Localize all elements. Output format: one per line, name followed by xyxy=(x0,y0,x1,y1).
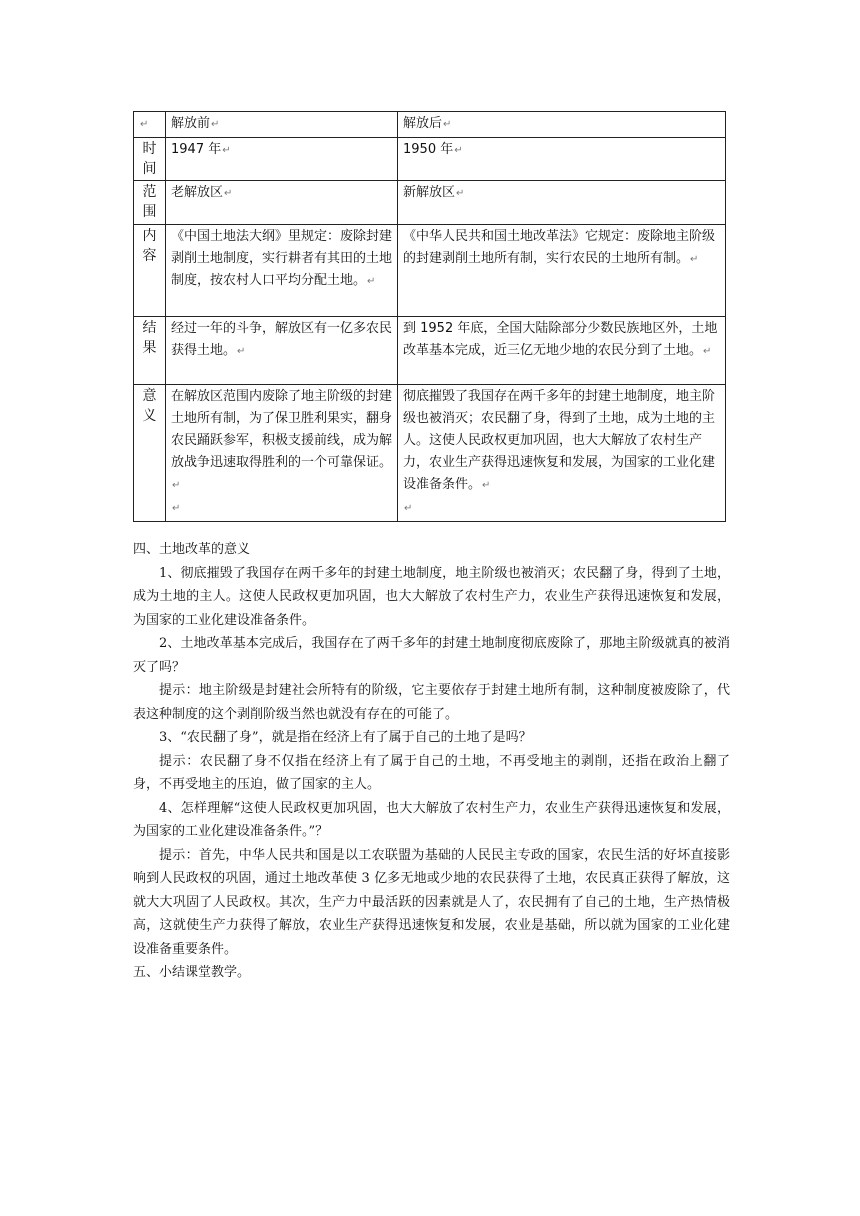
hint-3-paragraph: 提示：农民翻了身不仅指在经济上有了属于自己的土地，不再受地主的剥削，还指在政治上翻了身，不再受地主的压迫，做了国家的主人。 xyxy=(133,753,730,792)
table-row xyxy=(134,138,726,181)
question-4-paragraph: 4、怎样理解“这使人民政权更加巩固，也大大解放了农村生产力，农业生产获得迅速恢复和发展，为国家的工业化建设准备条件。”？ xyxy=(133,800,730,839)
question-2-paragraph: 2、土地改革基本完成后，我国存在了两千多年的封建土地制度彻底废除了，那地主阶级就真的被消灭了吗？ xyxy=(133,636,730,675)
cell-after: 《中华人民共和国土地改革法》它规定：废除地主阶级的封建剥削土地所有制，实行农民的土地所有制。↵ xyxy=(398,225,726,317)
hint-2-paragraph: 提示：地主阶级是封建社会所特有的阶级，它主要依存于封建土地所有制，这种制度被废除了，代表这种制度的这个剥削阶级当然也就没有存在的可能了。 xyxy=(133,683,730,722)
cell-after: 彻底摧毁了我国存在两千多年的封建土地制度，地主阶级也被消灭；农民翻了身，得到了土地，成为土地的主人。这使人民政权更加巩固，也大大解放了农村生产力，农业生产获得迅速恢复和发展，为国家的工业化建设准备条件。↵ ↵ xyxy=(398,385,726,522)
table-row xyxy=(134,385,726,522)
table-row xyxy=(134,225,726,317)
row-head-scope: 范围 xyxy=(134,181,166,225)
cell-before: 《中国土地法大纲》里规定：废除封建剥削土地制度，实行耕者有其田的土地制度，按农村人口平均分配土地。↵ xyxy=(166,225,398,317)
point-1-paragraph: 1、彻底摧毁了我国存在两千多年的封建土地制度，地主阶级也被消灭；农民翻了身，得到了土地，成为土地的主人。这使人民政权更加巩固，也大大解放了农村生产力，农业生产获得迅速恢复和发展，为国家的工业化建设准备条件。 xyxy=(133,565,730,628)
header-before-liberation: 解放前↵ xyxy=(166,112,398,138)
table-row xyxy=(134,317,726,385)
row-head-result: 结果 xyxy=(134,317,166,385)
question-3-paragraph: 3、“农民翻了身”，就是指在经济上有了属于自己的土地了是吗？ xyxy=(159,730,532,745)
cell-after: 到 1952 年底，全国大陆除部分少数民族地区外，土地改革基本完成，近三亿无地少地的农民分到了土地。↵ xyxy=(398,317,726,385)
table-corner-cell: ↵ xyxy=(134,112,166,138)
table-row xyxy=(134,181,726,225)
row-head-time: 时间 xyxy=(134,138,166,181)
section-4-title: 四、土地改革的意义 xyxy=(133,542,251,557)
cell-before: 在解放区范围内废除了地主阶级的封建土地所有制，为了保卫胜利果实，翻身农民踊跃参军，积极支援前线，成为解放战争迅速取得胜利的一个可靠保证。↵ ↵ xyxy=(166,385,398,522)
comparison-table-wrapper xyxy=(133,111,725,522)
row-head-content: 内容 xyxy=(134,225,166,317)
table-header-row xyxy=(134,112,726,138)
hint-4-paragraph: 提示：首先，中华人民共和国是以工农联盟为基础的人民民主专政的国家，农民生活的好坏直接影响到人民政权的巩固，通过土地改革使 3 亿多无地或少地的农民获得了土地，农民真正获得了解放，这就大大巩固了人民政权。其次，生产力中最活跃的因素就是人了，农民拥有了自己的土地，生产热情极高，这就使生产力获得了解放，农业生产获得迅速恢复和发展，农业是基础，所以就为国家的工业化建设准备重要条件。 xyxy=(133,847,730,957)
row-head-significance: 意义 xyxy=(134,385,166,522)
cell-after: 1950 年↵ xyxy=(398,138,726,181)
header-after-liberation: 解放后↵ xyxy=(398,112,726,138)
cell-before: 老解放区↵ xyxy=(166,181,398,225)
land-reform-comparison-table xyxy=(133,111,726,522)
body-text xyxy=(133,538,730,985)
section-5-title: 五、小结课堂教学。 xyxy=(133,965,251,980)
cell-before: 1947 年↵ xyxy=(166,138,398,181)
cell-before: 经过一年的斗争，解放区有一亿多农民获得土地。↵ xyxy=(166,317,398,385)
cell-after: 新解放区↵ xyxy=(398,181,726,225)
